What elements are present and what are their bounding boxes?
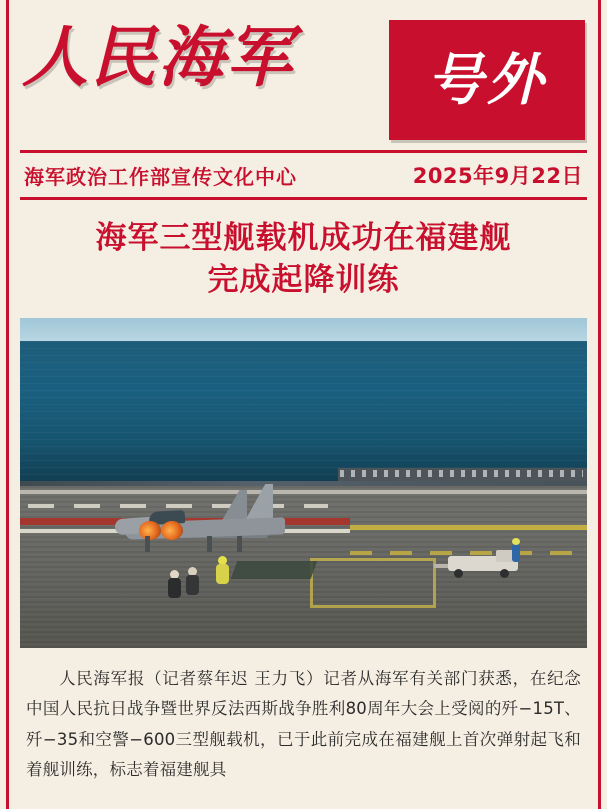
jet-exhaust-right <box>161 521 183 540</box>
jet-nose-gear <box>145 536 150 552</box>
crew-body <box>186 575 199 595</box>
jet-main-gear-right <box>237 536 242 552</box>
lead-photo <box>20 318 587 648</box>
far-deck-markers <box>340 470 583 477</box>
headline-line-2: 完成起降训练 <box>207 261 400 298</box>
jet-exhaust-left <box>139 521 161 540</box>
tractor-wheel-rear <box>500 569 509 578</box>
crew-body <box>216 564 229 584</box>
deck-line-yellow <box>350 525 587 530</box>
extra-edition-badge <box>389 20 585 140</box>
tractor-wheel-front <box>454 569 463 578</box>
deck-box-marking <box>310 558 436 608</box>
crew-body <box>168 578 181 598</box>
deck-equipment-mat <box>231 561 318 579</box>
deck-tow-tractor <box>434 550 522 580</box>
deck-edge-rail <box>20 481 587 486</box>
deck-line-white-top <box>20 490 587 494</box>
carrier-based-fighter-jet <box>115 468 295 568</box>
publication-date: 2025年9月22日 <box>412 164 583 188</box>
headline <box>26 218 581 302</box>
masthead <box>0 0 607 140</box>
publisher-organization: 海军政治工作部宣传文化中心 <box>24 164 297 189</box>
photo-scene <box>20 318 587 648</box>
paper-title: 人民海军 <box>22 18 294 96</box>
jet-main-gear-left <box>207 536 212 552</box>
article-paragraph: 人民海军报（记者蔡年迟 王力飞）记者从海军有关部门获悉，在纪念中国人民抗日战争暨世界反法西斯战争胜利80周年大会上受阅的歼−15T、歼−35和空警−600三型舰载机，已于此前完成在福建舰上首次弹射起飞和着舰训练，标志着福建舰具 <box>26 668 581 780</box>
masthead-title-block <box>22 14 294 96</box>
extra-edition-label: 号外 <box>427 47 547 113</box>
headline-line-1: 海军三型舰载机成功在福建舰 <box>95 220 512 256</box>
sea-band <box>20 341 587 481</box>
masthead-subheader <box>20 150 587 200</box>
tractor-operator <box>512 544 520 562</box>
sky-band <box>20 318 587 341</box>
